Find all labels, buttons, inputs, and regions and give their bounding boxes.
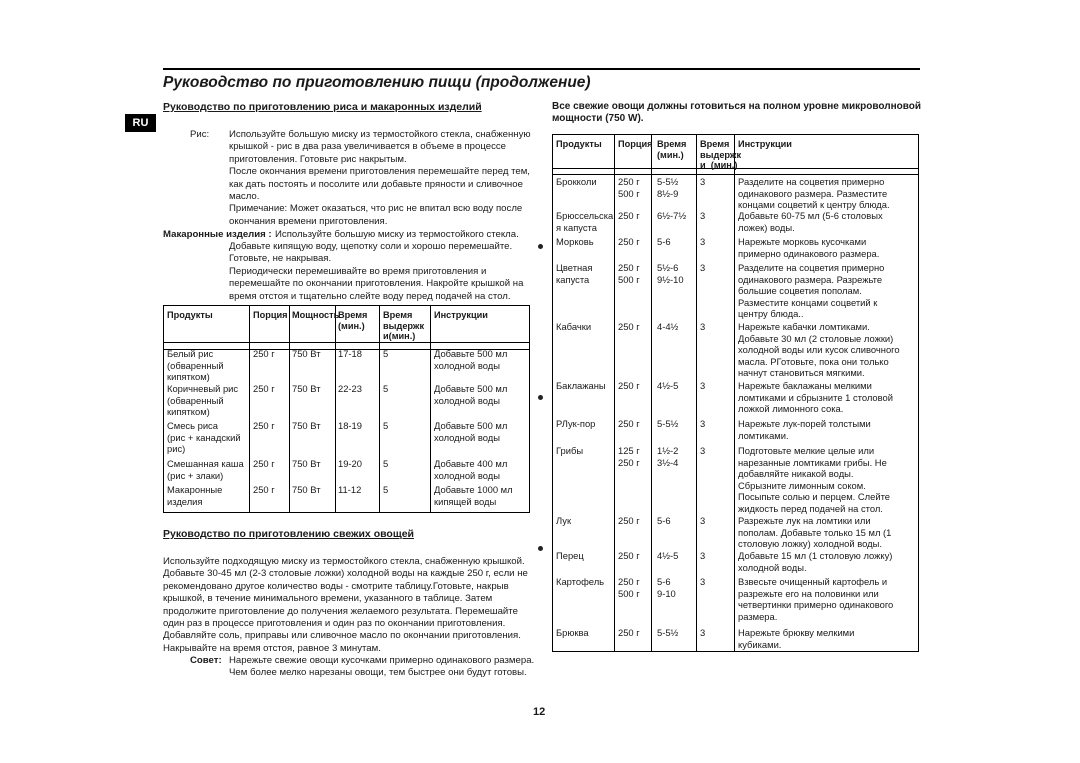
rice-table-row-cell: 11-12 (338, 484, 362, 495)
veg-table-row-cell: 5-6 (657, 236, 671, 247)
rice-table-row-cell: Макаронные изделия (167, 484, 223, 507)
rice-table-row-cell: 250 г (253, 484, 275, 495)
veg-table-row-cell: Баклажаны (556, 380, 606, 391)
veg-table-row-cell: Подготовьте мелкие целые или нарезанные ломтиками грибы. Не добавляйте никакой воды. Сбрызните лимонным соком. Посыпьте солью и перцем. Слейте жидкость перед подачей на стол. (738, 445, 890, 514)
veg-table-row-cell: Взвесьте очищенный картофель и разрежьте его на половинки или четвертинки примерно одинакового размера. (738, 576, 894, 622)
veg-table-row-cell: Нарежьте баклажаны мелкими ломтиками и сбрызните 1 столовой ложкой лимонного сока. (738, 380, 893, 415)
rice-table-row-cell: 750 Вт (292, 383, 321, 394)
veg-table-row-cell: 250 г 500 г (618, 262, 640, 285)
rice-table-row-cell: Белый рис (обваренный кипятком) (167, 348, 224, 383)
veg-table-header-cell: Время (мин.) (657, 139, 687, 160)
veg-table-row-cell: 125 г 250 г (618, 445, 640, 468)
rice-table-row-cell: 250 г (253, 383, 275, 394)
rice-table-row-cell: 22-23 (338, 383, 362, 394)
rice-table-row-cell: 5 (383, 348, 389, 359)
page-title: Руководство по приготовлению пищи (продолжение) (163, 74, 591, 91)
veg-table-row-cell: 4-4½ (657, 321, 679, 332)
veg-table-row-cell: 250 г (618, 380, 640, 391)
rice-table-row-cell: 250 г (253, 348, 275, 359)
veg-table-row-cell: Разделите на соцветия примерно одинакового размера. Разрежьте большие соцветия пополам. Разместите концами соцветий к центру блюда.. (738, 262, 885, 320)
veg-intro: Все свежие овощи должны готовиться на полном уровне микроволновой мощности (750 W). (552, 101, 922, 125)
veg-section-heading: Руководство по приготовлению свежих овощей (163, 528, 414, 540)
veg-table-row-cell: Нарежьте морковь кусочками примерно одинакового размера. (738, 236, 880, 259)
header-rule (163, 68, 920, 70)
veg-table-row-cell: 3 (700, 576, 706, 587)
veg-table-row-cell: 250 г 500 г (618, 176, 640, 199)
rice-table-row-cell: 5 (383, 383, 389, 394)
veg-table-row-cell: 6½-7½ (657, 210, 687, 221)
veg-table-row-cell: Брюква (556, 627, 589, 638)
margin-dot (538, 395, 543, 400)
veg-table-row-cell: 3 (700, 418, 706, 429)
veg-table-row-cell: Лук (556, 515, 572, 526)
veg-table-row-cell: 3 (700, 380, 706, 391)
veg-table-row-cell: Нарежьте лук-порей толстыми ломтиками. (738, 418, 871, 441)
pasta-first-line: Используйте большую миску из термостойкого стекла. (275, 229, 519, 240)
rice-text: Используйте большую миску из термостойкого стекла, снабженную крышкой - рис в два раза увеличивается в объеме в процессе приготовления. Готовьте рис накрытым. После окончания времени приготовления перемешайте перед тем, как дать постоять и посолите или добавьте пряности и сливочное масло. Примечание: Может оказаться, что рис не впитал всю воду после окончания времени приготовления. (229, 129, 531, 227)
veg-table-row-cell: Морковь (556, 236, 594, 247)
margin-dot (538, 546, 543, 551)
rice-section-heading: Руководство по приготовлению риса и макаронных изделий (163, 101, 482, 113)
veg-table-row-cell: Грибы (556, 445, 584, 456)
veg-text: Используйте подходящую миску из термостойкого стекла, снабженную крышкой. Добавьте 30-45 мл (2-3 столовые ложки) холодной воды на каждые 250 г, если не рекомендовано другое количество воды - смотрите таблицу.Готовьте, накрыв крышкой, в течение минимального времени, указанного в таблице. Затем продолжите приготовление до получения желаемого результата. Перемешайте один раз в процессе приготовления и один раз по окончании приготовления. Добавляйте соль, приправы или сливочное масло по окончании приготовления. Накрывайте на время отстоя, равное 3 минутам. (163, 556, 528, 654)
rice-table-row-cell: 17-18 (338, 348, 362, 359)
veg-table-row-cell: 5-6 (657, 515, 671, 526)
tip-text: Нарежьте свежие овощи кусочками примерно одинакового размера. Чем более мелко нарезаны овощи, тем быстрее они будут готовы. (229, 655, 535, 679)
veg-table-row-cell: 5-5½ (657, 418, 679, 429)
rice-table-row-cell: 5 (383, 420, 389, 431)
veg-table-row-cell: 3 (700, 515, 706, 526)
veg-table-row-cell: Разрежьте лук на ломтики или пополам. Добавьте только 15 мл (1 столовую ложку) холодной воды. (738, 515, 892, 550)
rice-table-row-cell: Смесь риса (рис + канадский рис) (167, 420, 241, 455)
veg-table-row-cell: Картофель (556, 576, 605, 587)
veg-table-header-cell: Порция (618, 139, 653, 149)
rice-table-header-cell: Порция (253, 310, 288, 320)
veg-table-row-cell: 250 г (618, 418, 640, 429)
pasta-label: Макаронные изделия : (163, 229, 272, 240)
rice-table-row-cell: 750 Вт (292, 420, 321, 431)
veg-table-row-cell: 5-5½ 8½-9 (657, 176, 679, 199)
rice-table-row-cell: 750 Вт (292, 348, 321, 359)
veg-table-row-cell: 250 г (618, 236, 640, 247)
veg-table-header-cell: Инструкции (738, 139, 792, 149)
veg-table-row-cell: 250 г (618, 550, 640, 561)
veg-table-row-cell: Цветная капуста (556, 262, 593, 285)
veg-table-row-cell: Брюссельска я капуста (556, 210, 614, 233)
veg-table-row-cell: Нарежьте брюкву мелкими кубиками. (738, 627, 855, 650)
rice-table-row-cell: 750 Вт (292, 484, 321, 495)
rice-table-row-cell: 5 (383, 458, 389, 469)
veg-table-row-cell: РЛук-пор (556, 418, 596, 429)
rice-table-row-cell: Добавьте 500 мл холодной воды (434, 383, 508, 406)
veg-table-row-cell: Добавьте 60-75 мл (5-6 столовых ложек) воды. (738, 210, 883, 233)
veg-table-header-cell: Продукты (556, 139, 602, 149)
rice-table-row-cell: 18-19 (338, 420, 362, 431)
veg-table-row-cell: Нарежьте кабачки ломтиками. Добавьте 30 мл (2 столовые ложки) холодной воды или кусок сливочного масла. РГотовьте, пока они только начнут становиться мягкими. (738, 321, 900, 379)
veg-table-row-cell: Кабачки (556, 321, 592, 332)
veg-table-row-cell: 250 г (618, 627, 640, 638)
veg-table-row-cell: 3 (700, 210, 706, 221)
rice-table-header-cell: Инструкции (434, 310, 488, 320)
veg-table-row-cell: 250 г (618, 210, 640, 221)
veg-table-row-cell: 5-6 9-10 (657, 576, 676, 599)
veg-table-row-cell: 3 (700, 321, 706, 332)
veg-table-row-cell: Добавьте 15 мл (1 столовую ложку) холодной воды. (738, 550, 893, 573)
veg-table-row-cell: Брокколи (556, 176, 597, 187)
veg-table-row-cell: Перец (556, 550, 584, 561)
rice-table-row-cell: 750 Вт (292, 458, 321, 469)
rice-table-row-cell: 250 г (253, 420, 275, 431)
page-number: 12 (533, 706, 546, 718)
rice-table-row-cell: 250 г (253, 458, 275, 469)
veg-table-row-cell: 3 (700, 262, 706, 273)
rice-table-row-cell: Добавьте 1000 мл кипящей воды (434, 484, 513, 507)
veg-table-row-cell: 3 (700, 176, 706, 187)
rice-table-row-cell: Добавьте 500 мл холодной воды (434, 420, 508, 443)
language-badge: RU (125, 114, 156, 132)
veg-table-row-cell: 5-5½ (657, 627, 679, 638)
rice-table-header-cell: Продукты (167, 310, 213, 320)
veg-table-row-cell: 4½-5 (657, 380, 679, 391)
rice-table-row-cell: 5 (383, 484, 389, 495)
veg-table-row-cell: 3 (700, 445, 706, 456)
rice-table-header-cell: Мощность (292, 310, 340, 320)
veg-table-row-cell: 3 (700, 627, 706, 638)
margin-dot (538, 244, 543, 249)
veg-table-row-cell: 250 г (618, 321, 640, 332)
veg-table-row-cell: 5½-6 9½-10 (657, 262, 684, 285)
veg-table-row-cell: 3 (700, 236, 706, 247)
veg-table-row-cell: Разделите на соцветия примерно одинакового размера. Разместите концами соцветий к центру блюда. (738, 176, 890, 211)
veg-table-row-cell: 4½-5 (657, 550, 679, 561)
rice-table-header-cell: Время выдержк и(мин.) (383, 310, 425, 342)
rice-table-header-cell: Время (мин.) (338, 310, 368, 331)
veg-table-header-cell: Время выдержк и (мин.) (700, 139, 742, 171)
rice-table-row-cell: Добавьте 500 мл холодной воды (434, 348, 508, 371)
rice-table-row-cell: 19-20 (338, 458, 362, 469)
pasta-text: Добавьте кипящую воду, щепотку соли и хорошо перемешайте. Готовьте, не накрывая. Периодически перемешивайте во время приготовления и перемешайте по окончании приготовления. Накройте крышкой на время отстоя и тщательно слейте воду перед подачей на стол. (229, 241, 524, 302)
veg-table-row-cell: 250 г 500 г (618, 576, 640, 599)
veg-table-row-cell: 3 (700, 550, 706, 561)
tip-label: Совет: (190, 655, 222, 666)
veg-table-row-cell: 1½-2 3½-4 (657, 445, 679, 468)
rice-table-row-cell: Добавьте 400 мл холодной воды (434, 458, 508, 481)
rice-table-row-cell: Смешанная каша (рис + злаки) (167, 458, 244, 481)
veg-table-row-cell: 250 г (618, 515, 640, 526)
rice-table-row-cell: Коричневый рис (обваренный кипятком) (167, 383, 239, 418)
rice-label: Рис: (190, 129, 210, 140)
